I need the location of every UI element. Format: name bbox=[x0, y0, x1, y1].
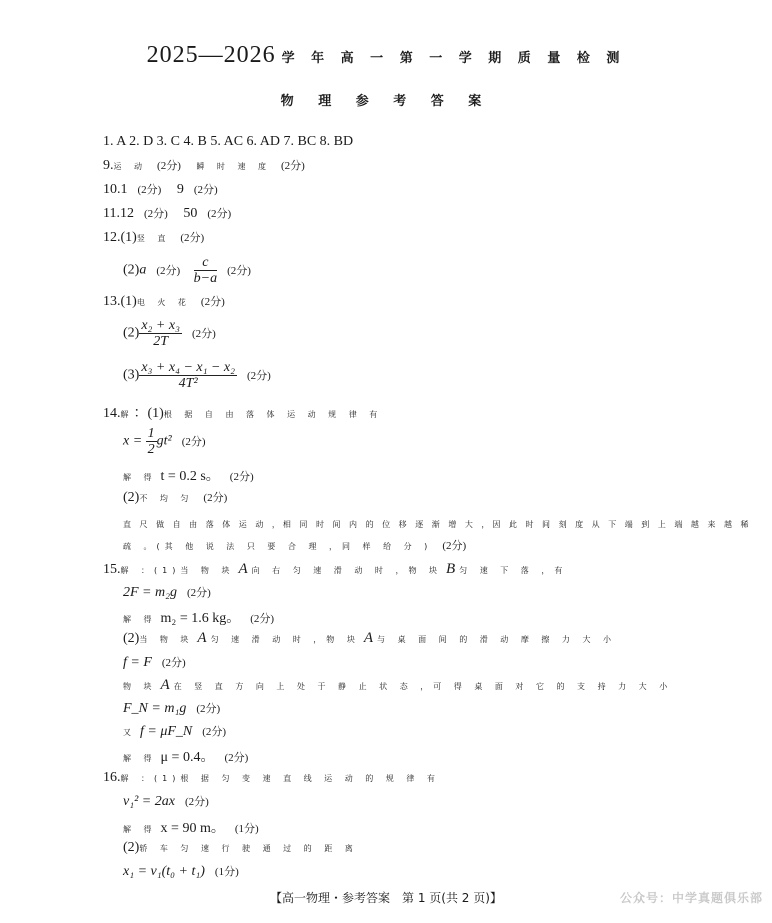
q14-score-2: (2分) bbox=[229, 471, 254, 483]
q15-block-a-3: A bbox=[363, 630, 374, 646]
q14-eq-2: t = 0.2 s。 bbox=[160, 469, 220, 484]
q13-fraction-2-num: x₂ + x₃ bbox=[141, 318, 180, 333]
q11-answer-1: 12 bbox=[119, 206, 134, 221]
q14-text-1: 根 据 自 由 落 体 运 动 规 律 有 bbox=[163, 410, 383, 419]
q11-number: 11. bbox=[103, 206, 120, 221]
q12-part-2: (2) bbox=[123, 262, 140, 278]
q15-text-2c: 与 桌 面 间 的 滑 动 摩 擦 力 大 小 bbox=[377, 635, 617, 644]
q14-line-3 bbox=[123, 465, 254, 485]
q15-eq-1: 2F = m₂g bbox=[123, 585, 177, 600]
q15-eq-3: f = F bbox=[123, 655, 152, 670]
q13-part-3: (3) bbox=[123, 367, 140, 383]
q15-score-1: (2分) bbox=[186, 587, 211, 599]
q15-part-1: 解 ：(1) bbox=[120, 566, 181, 575]
q11-score-2: (2分) bbox=[207, 208, 232, 220]
q16-line-5 bbox=[123, 863, 239, 880]
q15-line-9 bbox=[123, 746, 248, 766]
q15-jiede-2: 解 得 bbox=[123, 754, 157, 763]
q10-answer-2: 9 bbox=[176, 182, 184, 197]
q12-answer-2: a bbox=[139, 262, 147, 278]
q15-line-8 bbox=[123, 723, 226, 740]
q14-jie: 解 bbox=[120, 410, 134, 419]
q10-number: 10. bbox=[103, 182, 121, 197]
q16-score-3: (1分) bbox=[214, 866, 239, 878]
q14-fraction-den: 2 bbox=[147, 442, 155, 457]
q15-block-a-4: A bbox=[160, 677, 170, 693]
q14-score-4: (2分) bbox=[442, 540, 467, 552]
title-text: 学 年 高 一 第 一 学 期 质 量 检 测 bbox=[281, 51, 626, 66]
q9-score-2: (2分) bbox=[281, 160, 305, 172]
q15-eq-5: f = μF_N bbox=[140, 724, 193, 739]
q15-you: 又 bbox=[123, 728, 136, 737]
q13-part-2: (2) bbox=[123, 325, 140, 341]
q15-score-3: (2分) bbox=[161, 657, 186, 669]
q14-number: 14. bbox=[103, 406, 121, 421]
q16-part-1: 解 ：(1) bbox=[120, 774, 181, 783]
q9-score-1: (2分) bbox=[157, 160, 181, 172]
q15-line-5 bbox=[123, 654, 186, 671]
q11-line bbox=[103, 205, 231, 222]
q16-jiede: 解 得 bbox=[123, 825, 157, 834]
page-footer: 【高一物理・参考答案 第 1 页(共 2 页)】 bbox=[270, 891, 502, 905]
q16-text-2: 轿 车 匀 速 行 驶 通 过 的 距 离 bbox=[139, 844, 358, 853]
q9-line bbox=[103, 157, 305, 174]
q16-line-3 bbox=[123, 817, 259, 837]
q15-line-1 bbox=[103, 561, 567, 578]
q13-number: 13. bbox=[103, 294, 121, 309]
q11-answer-2: 50 bbox=[183, 206, 198, 221]
q15-text-2b: 匀 速 滑 动 时 ，物 块 bbox=[210, 635, 360, 644]
q10-score-2: (2分) bbox=[193, 184, 218, 196]
q14-line-4 bbox=[123, 489, 227, 506]
q15-text-1c: 匀 速 下 落 ，有 bbox=[459, 566, 568, 575]
q12-fraction bbox=[194, 255, 217, 286]
choice-answers: 1. A 2. D 3. C 4. B 5. AC 6. AD 7. BC 8. BD bbox=[103, 134, 354, 149]
q15-eq-2: m₂ = 1.6 kg。 bbox=[160, 611, 241, 626]
q15-score-2: (2分) bbox=[250, 613, 275, 625]
q13-answer-1: 电 火 花 bbox=[136, 298, 191, 307]
q13-score-2: (2分) bbox=[191, 327, 216, 340]
q16-part-2: (2) bbox=[123, 840, 140, 855]
page-subtitle: 物 理 参 考 答 案 bbox=[280, 94, 492, 109]
q9-number: 9. bbox=[103, 158, 114, 173]
q16-line-4 bbox=[123, 840, 358, 856]
q13-fraction-2 bbox=[139, 318, 182, 349]
q12-fraction-num: c bbox=[194, 255, 217, 271]
q10-answer-1: 1 bbox=[120, 182, 128, 197]
q10-line bbox=[103, 181, 218, 198]
q14-line-5 bbox=[123, 516, 752, 532]
q14-jiede: 解 得 bbox=[123, 473, 157, 482]
q12-score-2: (2分) bbox=[156, 264, 181, 277]
q16-line-1 bbox=[103, 770, 440, 786]
q15-text-3b: 在 竖 直 方 向 上 处 于 静 止 状 态 ，可 得 桌 面 对 它 的 支 持 力 大 小 bbox=[173, 682, 673, 691]
q13-fraction-2-den: 2T bbox=[153, 334, 169, 349]
q15-text-1a: 当 物 块 bbox=[180, 566, 235, 575]
q13-part-1: (1) bbox=[120, 294, 137, 309]
q14-eq-1b: gt² bbox=[156, 433, 172, 449]
q13-line-2 bbox=[123, 318, 216, 349]
q15-eq-4: F_N = m₁g bbox=[123, 701, 187, 716]
q15-line-2 bbox=[123, 584, 211, 601]
q15-text-1b: 向 右 匀 速 滑 动 时 ，物 块 bbox=[251, 566, 442, 575]
q13-score-3: (2分) bbox=[247, 369, 271, 382]
q14-part-1: ：(1) bbox=[133, 406, 164, 421]
q13-line-1 bbox=[103, 293, 225, 310]
q15-block-a: A bbox=[238, 561, 248, 577]
q14-text-2: 不 均 匀 bbox=[139, 494, 194, 503]
q16-score-1: (2分) bbox=[184, 796, 209, 808]
q15-line-4 bbox=[123, 630, 616, 647]
q14-explanation-1: 直 尺 做 自 由 落 体 运 动 ，相 同 时 间 内 的 位 移 逐 渐 增 大 ，因 此 时 间 刻 度 从 下 端 到 上 端 越 来 越 稀 bbox=[123, 520, 752, 529]
q14-fraction bbox=[146, 426, 157, 457]
q14-explanation-2: 疏 。(其 他 说 法 只 要 合 理 ，同 样 给 分 ) bbox=[123, 542, 433, 551]
q15-line-7 bbox=[123, 700, 220, 717]
q15-score-4: (2分) bbox=[196, 703, 221, 715]
q13-fraction-3-den: 4T² bbox=[178, 376, 198, 391]
q13-fraction-3-num: x₃ + x₄ − x₁ − x₂ bbox=[141, 360, 235, 375]
q14-score-1: (2分) bbox=[181, 435, 206, 448]
page-title bbox=[0, 42, 772, 69]
q13-score-1: (2分) bbox=[200, 296, 225, 308]
q14-line-2 bbox=[123, 426, 206, 457]
q13-line-3 bbox=[123, 360, 271, 391]
q15-block-a-2: A bbox=[197, 630, 207, 646]
q11-score-1: (2分) bbox=[143, 208, 168, 220]
q16-eq-3: x₁ = v₁(t₀ + t₁) bbox=[123, 864, 205, 879]
q15-block-b: B bbox=[445, 561, 456, 577]
q13-fraction-3 bbox=[139, 360, 237, 391]
q16-eq-1: v₁² = 2ax bbox=[123, 794, 175, 809]
q12-number: 12. bbox=[103, 230, 121, 245]
q15-line-3 bbox=[123, 607, 274, 627]
q10-score-1: (2分) bbox=[137, 184, 162, 196]
q12-fraction-den: b−a bbox=[193, 271, 218, 286]
q9-answer-2: 瞬 时 速 度 bbox=[196, 162, 272, 171]
q15-jiede-1: 解 得 bbox=[123, 615, 157, 624]
watermark: 公众号：中学真题俱乐部 bbox=[620, 891, 764, 905]
q14-line-1 bbox=[103, 402, 382, 422]
q12-part-1: (1) bbox=[120, 230, 137, 245]
q15-score-6: (2分) bbox=[224, 752, 249, 764]
q12-line-1 bbox=[103, 229, 204, 246]
q16-number: 16. bbox=[103, 770, 121, 785]
q15-line-6 bbox=[123, 677, 672, 694]
q12-line-2 bbox=[123, 255, 251, 286]
q15-text-3a: 物 块 bbox=[123, 682, 157, 691]
q15-text-2a: 当 物 块 bbox=[139, 635, 194, 644]
q9-answer-1: 运 动 bbox=[113, 162, 148, 171]
q16-line-2 bbox=[123, 793, 209, 810]
q15-eq-6: μ = 0.4。 bbox=[160, 750, 215, 765]
q15-number: 15. bbox=[103, 562, 121, 577]
q16-score-2: (1分) bbox=[234, 823, 259, 835]
q14-line-6 bbox=[123, 537, 466, 554]
q14-fraction-num: 1 bbox=[147, 426, 155, 441]
title-year: 2025—2026 bbox=[146, 42, 276, 68]
q12-score-1: (2分) bbox=[180, 232, 205, 244]
q15-score-5: (2分) bbox=[202, 726, 227, 738]
q15-part-2: (2) bbox=[123, 631, 140, 646]
q14-part-2: (2) bbox=[123, 490, 140, 505]
q16-text-1: 根 据 匀 变 速 直 线 运 动 的 规 律 有 bbox=[180, 774, 440, 783]
q12-score-3: (2分) bbox=[227, 264, 251, 277]
q14-eq-1a: x = bbox=[123, 433, 146, 449]
q14-score-3: (2分) bbox=[203, 492, 228, 504]
q16-eq-2: x = 90 m。 bbox=[160, 821, 225, 836]
q12-answer-1: 竖 直 bbox=[136, 234, 171, 243]
